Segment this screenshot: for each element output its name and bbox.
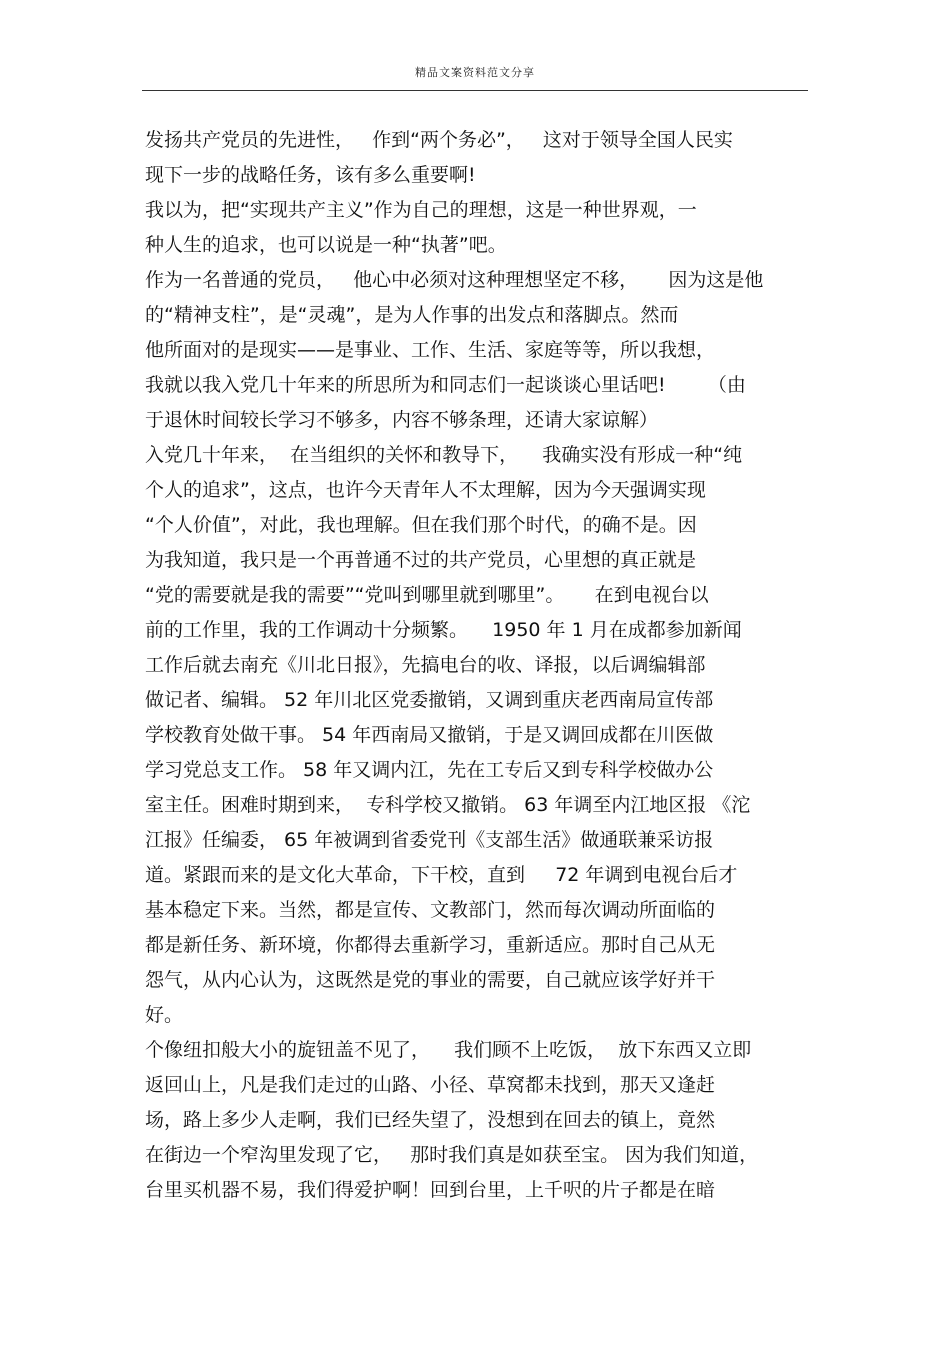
body-line: “个人价值”，对此，我也理解。但在我们那个时代，的确不是。因 xyxy=(145,514,697,536)
body-line: 为我知道，我只是一个再普通不过的共产党员，心里想的真正就是 xyxy=(145,549,697,571)
body-line: 发扬共产党员的先进性， 作到“两个务必”， 这对于领导全国人民实 xyxy=(145,129,733,151)
body-line: 在街边一个窄沟里发现了它， 那时我们真是如获至宝。 因为我们知道， xyxy=(145,1144,759,1166)
body-line: 学校教育处做干事。 54 年西南局又撤销，于是又调回成都在川医做 xyxy=(145,724,714,746)
document-body xyxy=(145,123,810,1208)
body-line: 种人生的追求，也可以说是一种“执著”吧。 xyxy=(145,234,507,256)
body-line: 现下一步的战略任务，该有多么重要啊! xyxy=(145,164,476,186)
body-line: 工作后就去南充《川北日报》，先搞电台的收、译报，以后调编辑部 xyxy=(145,654,706,676)
body-line: 他所面对的是现实——是事业、工作、生活、家庭等等，所以我想， xyxy=(145,339,716,361)
body-line: 前的工作里，我的工作调动十分频繁。 1950 年 1 月在成都参加新闻 xyxy=(145,619,742,641)
body-line: 好。 xyxy=(145,1004,184,1026)
body-line: 我就以我入党几十年来的所思所为和同志们一起谈谈心里话吧! （由 xyxy=(145,374,746,396)
body-line: 场，路上多少人走啊，我们已经失望了，没想到在回去的镇上，竟然 xyxy=(145,1109,716,1131)
body-line: 基本稳定下来。当然，都是宣传、文教部门，然而每次调动所面临的 xyxy=(145,899,716,921)
header-divider xyxy=(142,90,808,91)
body-line: 道。紧跟而来的是文化大革命，下干校，直到 72 年调到电视台后才 xyxy=(145,864,738,886)
body-line: 作为一名普通的党员， 他心中必须对这种理想坚定不移， 因为这是他 xyxy=(145,269,764,291)
body-line: 我以为，把“实现共产主义”作为自己的理想，这是一种世界观，一 xyxy=(145,199,697,221)
body-line: 个人的追求”，这点，也许今天青年人不太理解，因为今天强调实现 xyxy=(145,479,706,501)
body-line: 于退休时间较长学习不够多，内容不够条理，还请大家谅解） xyxy=(145,409,659,431)
body-line: 江报》任编委， 65 年被调到省委党刊《支部生活》做通联兼采访报 xyxy=(145,829,714,851)
body-line: 学习党总支工作。 58 年又调内江，先在工专后又到专科学校做办公 xyxy=(145,759,714,781)
body-line: 都是新任务、新环境，你都得去重新学习，重新适应。那时自己从无 xyxy=(145,934,716,956)
body-line: 入党几十年来， 在当组织的关怀和教导下， 我确实没有形成一种“纯 xyxy=(145,444,743,466)
body-line: 怨气，从内心认为，这既然是党的事业的需要，自己就应该学好并干 xyxy=(145,969,716,991)
body-line: 做记者、编辑。 52 年川北区党委撤销，又调到重庆老西南局宣传部 xyxy=(145,689,714,711)
body-line: 返回山上，凡是我们走过的山路、小径、草窝都未找到，那天又逢赶 xyxy=(145,1074,716,1096)
body-line: “党的需要就是我的需要”“党叫到哪里就到哪里”。 在到电视台以 xyxy=(145,584,709,606)
body-line: 个像纽扣般大小的旋钮盖不见了， 我们顾不上吃饭， 放下东西又立即 xyxy=(145,1039,752,1061)
body-line: 的“精神支柱”，是“灵魂”，是为人作事的出发点和落脚点。然而 xyxy=(145,304,679,326)
body-line: 台里买机器不易，我们得爱护啊！回到台里，上千呎的片子都是在暗 xyxy=(145,1179,716,1201)
page-header-title: 精品文案资料范文分享 xyxy=(415,66,535,79)
body-line: 室主任。困难时期到来， 专科学校又撤销。 63 年调至内江地区报 《沱 xyxy=(145,794,751,816)
